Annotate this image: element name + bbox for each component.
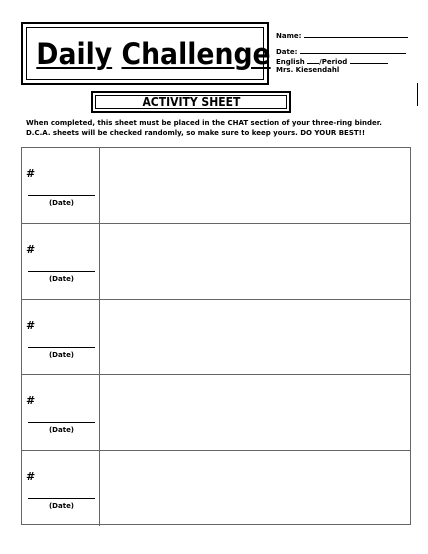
title-box [21, 22, 272, 85]
entry-date-label: (Date) [48, 275, 75, 283]
date-line [300, 47, 406, 54]
date-input-line[interactable] [28, 422, 95, 423]
entry-row [22, 374, 410, 450]
name-line [304, 31, 408, 38]
name-field [276, 31, 408, 40]
teacher-name: Mrs. Kiesendahl [276, 66, 340, 74]
entry-number-label: # [26, 470, 36, 483]
activity-sheet-banner [91, 91, 291, 113]
entry-number-label: # [26, 167, 36, 180]
entry-meta-cell [22, 300, 100, 375]
title-inner-border [26, 27, 272, 80]
english-label: English [276, 58, 305, 66]
entry-response-cell[interactable] [100, 375, 410, 450]
entry-row [22, 299, 410, 375]
entry-date-label: (Date) [48, 351, 75, 359]
entry-number-label: # [26, 319, 36, 332]
entries-table [21, 147, 411, 525]
period-label: /Period [319, 58, 348, 66]
english-line [307, 57, 319, 64]
name-label: Name: [276, 32, 302, 40]
entry-meta-cell [22, 224, 100, 299]
date-label: Date: [276, 48, 298, 56]
activity-sheet-label: ACTIVITY SHEET [142, 95, 240, 109]
entry-number-label: # [26, 394, 36, 407]
entry-date-label: (Date) [48, 199, 75, 207]
entry-number-label: # [26, 243, 36, 256]
entry-response-cell[interactable] [100, 148, 410, 223]
entry-response-cell[interactable] [100, 300, 410, 375]
title-word-challenge: Challenge [121, 36, 272, 71]
margin-mark [417, 83, 418, 106]
entry-meta-cell [22, 375, 100, 450]
entry-date-label: (Date) [48, 502, 75, 510]
english-period-field [276, 57, 388, 66]
period-line [350, 57, 388, 64]
date-input-line[interactable] [28, 347, 95, 348]
date-input-line[interactable] [28, 195, 95, 196]
entry-response-cell[interactable] [100, 451, 410, 526]
entry-row [22, 450, 410, 526]
entry-meta-cell [22, 451, 100, 526]
entry-row [22, 223, 410, 299]
entry-date-label: (Date) [48, 426, 75, 434]
date-field [276, 47, 406, 56]
entry-response-cell[interactable] [100, 224, 410, 299]
instructions-text: When completed, this sheet must be placed in the CHAT section of your three-ring binder. D.C.A. sheets will be checked randomly, so make sure to keep yours. DO YOUR BEST!! [26, 119, 382, 137]
entry-meta-cell [22, 148, 100, 223]
date-input-line[interactable] [28, 271, 95, 272]
date-input-line[interactable] [28, 498, 95, 499]
entry-row [22, 148, 410, 223]
title-word-daily: Daily [36, 36, 113, 71]
